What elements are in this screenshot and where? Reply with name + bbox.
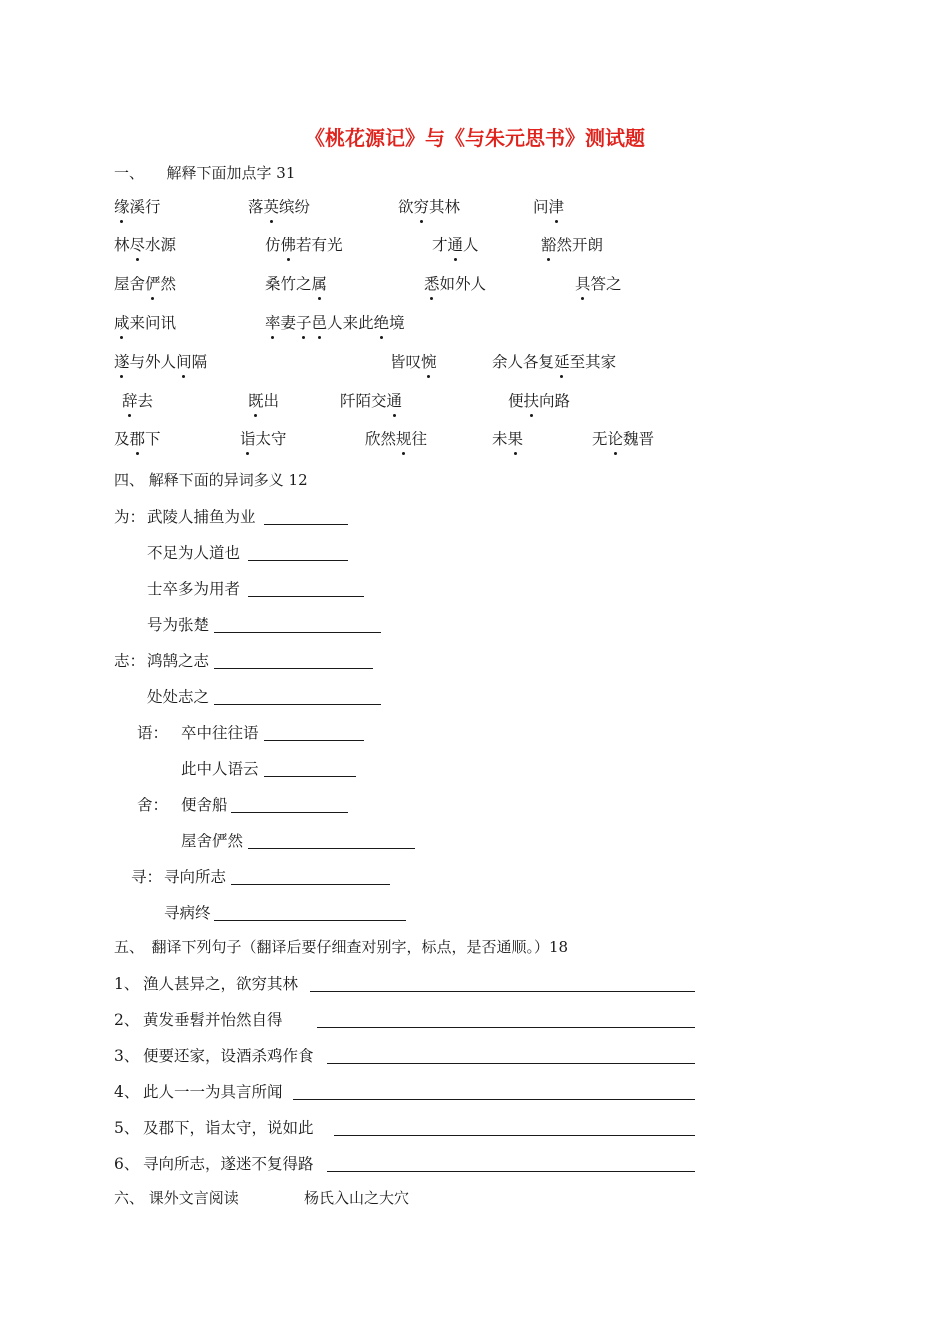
answer-blank[interactable] — [231, 812, 348, 813]
answer-blank[interactable] — [214, 920, 406, 921]
vocab-item: 率妻子邑人来此绝境 — [265, 314, 405, 332]
polysemy-sentence: 屋舍俨然 — [181, 832, 244, 850]
vocab-item: 问津 — [533, 198, 565, 216]
translation-sentence: 渔人甚异之，欲穷其林 — [143, 975, 299, 993]
polysemy-word: 寻： — [131, 868, 163, 886]
translation-sentence: 寻向所志，遂迷不复得路 — [143, 1155, 314, 1173]
translation-number: 3、 — [114, 1047, 140, 1065]
section4-heading: 四、 解释下面的异词多义 12 — [114, 471, 308, 489]
section6-subtitle: 杨氏入山之大穴 — [304, 1189, 410, 1207]
polysemy-sentence: 寻向所志 — [164, 868, 227, 886]
vocab-item: 未果 — [492, 430, 524, 448]
page-title: 《桃花源记》与《与朱元思书》测试题 — [305, 126, 645, 150]
answer-blank[interactable] — [214, 668, 373, 669]
answer-blank[interactable] — [264, 776, 356, 777]
vocab-item: 余人各复延至其家 — [492, 353, 617, 371]
answer-blank[interactable] — [334, 1135, 695, 1136]
answer-blank[interactable] — [231, 884, 390, 885]
vocab-item: 具答之 — [575, 275, 622, 293]
translation-number: 1、 — [114, 975, 140, 993]
polysemy-sentence: 士卒多为用者 — [147, 580, 241, 598]
answer-blank[interactable] — [248, 560, 348, 561]
answer-blank[interactable] — [214, 632, 381, 633]
translation-number: 4、 — [114, 1083, 140, 1101]
polysemy-sentence: 号为张楚 — [147, 616, 210, 634]
vocab-item: 才通人 — [432, 236, 479, 254]
polysemy-sentence: 便舍船 — [181, 796, 228, 814]
vocab-item: 及郡下 — [114, 430, 161, 448]
polysemy-sentence: 鸿鹄之志 — [147, 652, 210, 670]
translation-sentence: 及郡下，诣太守，说如此 — [143, 1119, 314, 1137]
answer-blank[interactable] — [214, 704, 381, 705]
vocab-item: 悉如外人 — [424, 275, 487, 293]
vocab-item: 辞去 — [122, 392, 154, 410]
answer-blank[interactable] — [248, 596, 364, 597]
vocab-item: 桑竹之属 — [265, 275, 328, 293]
vocab-item: 落英缤纷 — [248, 198, 311, 216]
answer-blank[interactable] — [293, 1099, 695, 1100]
polysemy-sentence: 不足为人道也 — [147, 544, 241, 562]
vocab-item: 咸来问讯 — [114, 314, 177, 332]
vocab-item: 无论魏晋 — [592, 430, 655, 448]
section6-heading: 六、 课外文言阅读 — [114, 1189, 239, 1207]
translation-number: 5、 — [114, 1119, 140, 1137]
vocab-item: 林尽水源 — [114, 236, 177, 254]
answer-blank[interactable] — [317, 1027, 695, 1028]
section1-heading: 一、 解释下面加点字 31 — [114, 164, 296, 182]
vocab-item: 诣太守 — [240, 430, 287, 448]
translation-number: 2、 — [114, 1011, 140, 1029]
translation-sentence: 此人一一为具言所闻 — [143, 1083, 283, 1101]
polysemy-sentence: 此中人语云 — [181, 760, 259, 778]
polysemy-word: 语： — [137, 724, 169, 742]
answer-blank[interactable] — [310, 991, 695, 992]
answer-blank[interactable] — [327, 1063, 695, 1064]
vocab-item: 阡陌交通 — [340, 392, 403, 410]
polysemy-word: 为： — [114, 508, 146, 526]
vocab-item: 欲穷其林 — [398, 198, 461, 216]
polysemy-word: 志： — [114, 652, 146, 670]
vocab-item: 欣然规往 — [365, 430, 428, 448]
translation-number: 6、 — [114, 1155, 140, 1173]
answer-blank[interactable] — [248, 848, 415, 849]
polysemy-sentence: 武陵人捕鱼为业 — [147, 508, 256, 526]
answer-blank[interactable] — [264, 740, 364, 741]
polysemy-sentence: 寻病终 — [164, 904, 211, 922]
vocab-item: 便扶向路 — [508, 392, 571, 410]
translation-sentence: 便要还家，设酒杀鸡作食 — [143, 1047, 314, 1065]
vocab-item: 既出 — [248, 392, 280, 410]
answer-blank[interactable] — [264, 524, 348, 525]
vocab-item: 遂与外人间隔 — [114, 353, 208, 371]
vocab-item: 豁然开朗 — [541, 236, 604, 254]
polysemy-sentence: 处处志之 — [147, 688, 210, 706]
answer-blank[interactable] — [327, 1171, 695, 1172]
section5-heading: 五、 翻译下列句子（翻译后要仔细查对别字，标点，是否通顺。）18 — [114, 938, 569, 956]
translation-sentence: 黄发垂髫并怡然自得 — [143, 1011, 283, 1029]
vocab-item: 仿佛若有光 — [265, 236, 343, 254]
vocab-item: 屋舍俨然 — [114, 275, 177, 293]
polysemy-sentence: 卒中往往语 — [181, 724, 259, 742]
polysemy-word: 舍： — [137, 796, 169, 814]
vocab-item: 缘溪行 — [114, 198, 161, 216]
vocab-item: 皆叹惋 — [390, 353, 437, 371]
